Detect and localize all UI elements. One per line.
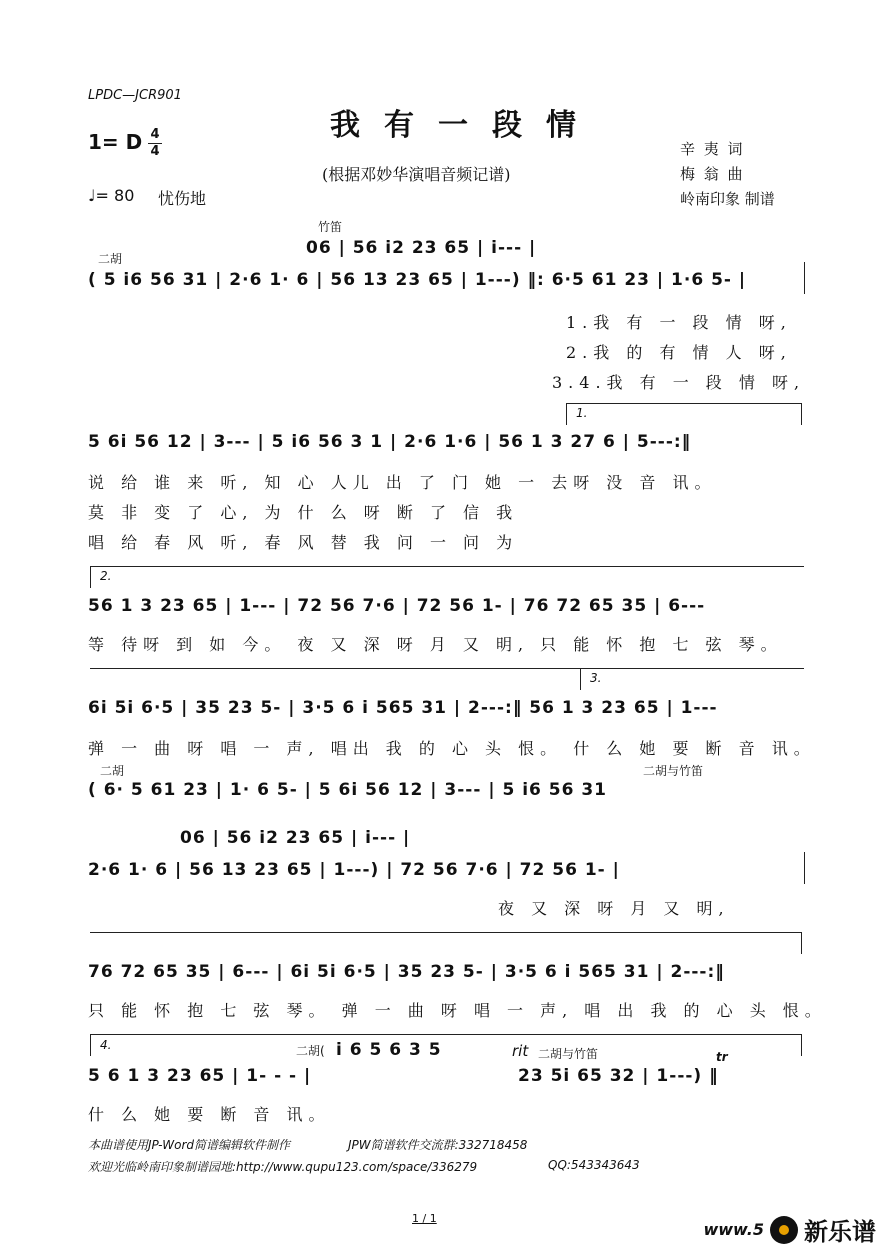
lyric-system-8: 什 么 她 要 断 音 讯。 bbox=[88, 1105, 331, 1124]
key-signature: 1= D bbox=[88, 130, 143, 154]
footer-website-link[interactable]: 欢迎光临岭南印象制谱园地:http://www.qupu123.com/space/336279 bbox=[88, 1160, 478, 1174]
melody-system-8: 5 6 1 3 23 65 | 1- - - | bbox=[88, 1066, 312, 1086]
mood-mark: 忧伤地 bbox=[158, 189, 207, 208]
lyric-system-6: 夜 又 深 呀 月 又 明, bbox=[498, 899, 730, 918]
time-signature-denominator: 4 bbox=[150, 144, 160, 159]
erhu-coda-notes: i 6 5 6 3 5 bbox=[336, 1040, 442, 1060]
dizi-intro-notes: 06 | 56 i2 23 65 | i--- | bbox=[306, 238, 537, 258]
melody-system-7: 76 72 65 35 | 6--- | 6i 5i 6·5 | 35 23 5- | 3·5 6 i 565 31 | 2---:‖ bbox=[88, 962, 725, 982]
arranger-credit: 岭南印象 制谱 bbox=[680, 190, 775, 208]
time-signature-numerator: 4 bbox=[150, 127, 160, 142]
lyric-verse-3: 3.4.我 有 一 段 情 呀, bbox=[552, 373, 806, 392]
logo-url: www.5 bbox=[703, 1220, 764, 1239]
interlude-notes: ( 6· 5 61 23 | 1· 6 5- | 5 6i 56 12 | 3--- | 5 i6 56 31 bbox=[88, 780, 607, 800]
score-code: LPDC—JCR901 bbox=[88, 88, 182, 103]
ritardando-mark: rit bbox=[512, 1042, 529, 1060]
lyric-system-3: 等 待呀 到 如 今。 夜 又 深 呀 月 又 明, 只 能 怀 抱 七 弦 琴。 bbox=[88, 635, 783, 654]
dizi-label: 竹笛 bbox=[318, 220, 343, 234]
erhu-intro-notes: ( 5 i6 56 31 | 2·6 1· 6 | 56 13 23 65 | 1---) ‖: 6·5 61 23 | 1·6 5- | bbox=[88, 270, 747, 290]
erhu-dizi-coda-label: 二胡与竹笛 bbox=[538, 1047, 599, 1061]
subtitle: (根据邓妙华演唱音频记谱) bbox=[322, 165, 511, 184]
logo-text: 新乐谱 bbox=[804, 1218, 876, 1246]
erhu-label: 二胡 bbox=[98, 252, 123, 266]
erhu-dizi-label: 二胡与竹笛 bbox=[643, 764, 704, 778]
lyric-verse-2: 2.我 的 有 情 人 呀, bbox=[566, 343, 792, 362]
lyricist-credit: 辛 夷 词 bbox=[680, 140, 745, 158]
tempo-mark: ♩= 80 bbox=[88, 186, 135, 205]
site-logo[interactable] bbox=[703, 1212, 876, 1247]
footer-qq: QQ:543343643 bbox=[548, 1158, 640, 1172]
lyric-system-2-verse-3: 唱 给 春 风 听, 春 风 替 我 问 一 问 为 bbox=[88, 533, 519, 552]
lyric-system-4: 弹 一 曲 呀 唱 一 声, 唱出 我 的 心 头 恨。 什 么 她 要 断 音 讯。 bbox=[88, 739, 816, 758]
lyric-system-7: 只 能 怀 抱 七 弦 琴。 弹 一 曲 呀 唱 一 声, 唱 出 我 的 心 头 恨。 bbox=[88, 1001, 827, 1020]
page-number: 1 / 1 bbox=[412, 1212, 437, 1225]
lyric-system-2-verse-2: 莫 非 变 了 心, 为 什 么 呀 断 了 信 我 bbox=[88, 503, 519, 522]
volta-1: 1. bbox=[576, 406, 588, 420]
page-title: 我有一段情 bbox=[330, 108, 600, 143]
erhu-coda-label: 二胡( bbox=[296, 1044, 325, 1058]
volta-2: 2. bbox=[100, 569, 112, 583]
record-disc-icon bbox=[770, 1216, 798, 1244]
erhu-label-2: 二胡 bbox=[100, 764, 125, 778]
lyric-system-2-verse-1: 说 给 谁 来 听, 知 心 人儿 出 了 门 她 一 去呀 没 音 讯。 bbox=[88, 473, 717, 492]
lyric-verse-1: 1.我 有 一 段 情 呀, bbox=[566, 313, 792, 332]
trill-mark: tr bbox=[716, 1050, 728, 1064]
melody-system-6: 2·6 1· 6 | 56 13 23 65 | 1---) | 72 56 7·6 | 72 56 1- | bbox=[88, 860, 620, 880]
footer-group-note: JPW简谱软件交流群:332718458 bbox=[348, 1138, 528, 1152]
dizi-interlude-notes: 06 | 56 i2 23 65 | i--- | bbox=[180, 828, 411, 848]
footer-software-note: 本曲谱使用JP-Word简谱编辑软件制作 bbox=[88, 1138, 290, 1152]
melody-system-2: 5 6i 56 12 | 3--- | 5 i6 56 3 1 | 2·6 1·6 | 56 1 3 27 6 | 5---:‖ bbox=[88, 432, 692, 452]
composer-credit: 梅 翁 曲 bbox=[680, 165, 745, 183]
melody-system-3: 56 1 3 23 65 | 1--- | 72 56 7·6 | 72 56 1- | 76 72 65 35 | 6--- bbox=[88, 596, 706, 616]
volta-4: 4. bbox=[100, 1038, 112, 1052]
coda-notes: 23 5i 65 32 | 1---) ‖ bbox=[518, 1066, 719, 1086]
volta-3: 3. bbox=[590, 671, 602, 685]
melody-system-4: 6i 5i 6·5 | 35 23 5- | 3·5 6 i 565 31 | 2---:‖ 56 1 3 23 65 | 1--- bbox=[88, 698, 718, 718]
